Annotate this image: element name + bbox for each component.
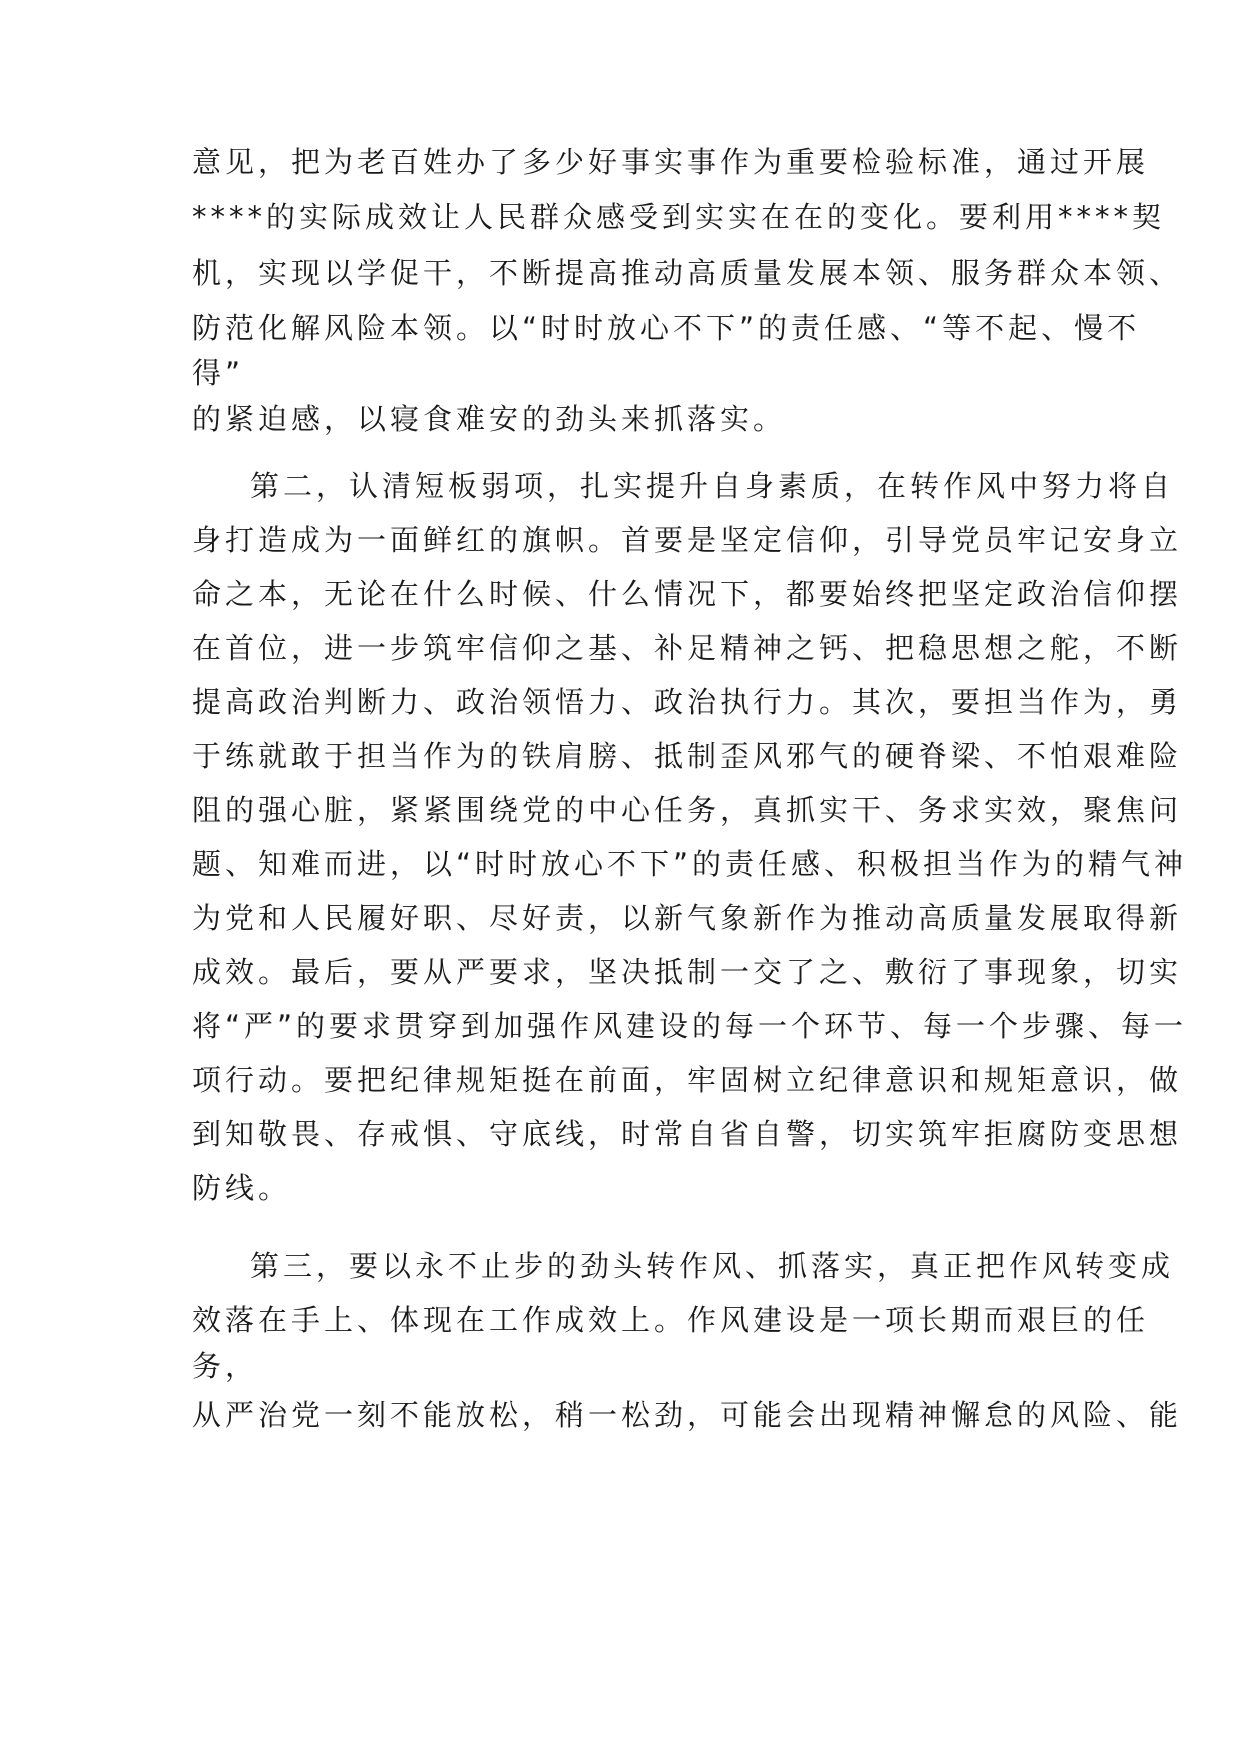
text-line: 得” [192,356,245,390]
text-line: 的紧迫感，以寝食难安的劲头来抓落实。 [192,402,787,436]
paragraph-first-line: 第三，要以永不止步的劲头转作风、抓落实，真正把作风转变成 [250,1249,1175,1283]
text-line: 到知敬畏、存戒惧、守底线，时常自省自警，切实筑牢拒腐防变思想 [192,1117,1183,1151]
paragraph-first-line: 第二，认清短板弱项，扎实提升自身素质，在转作风中努力将自 [250,469,1175,503]
text-line: 于练就敢于担当作为的铁肩膀、抵制歪风邪气的硬脊梁、不怕艰难险 [192,739,1183,773]
text-line: 务， [192,1349,259,1383]
text-line: 效落在手上、体现在工作成效上。作风建设是一项长期而艰巨的任 [192,1303,1150,1337]
text-line: 身打造成为一面鲜红的旗帜。首要是坚定信仰，引导党员牢记安身立 [192,523,1183,557]
text-line: 提高政治判断力、政治领悟力、政治执行力。其次，要担当作为，勇 [192,685,1183,719]
text-line: 防范化解风险本领。以“时时放心不下”的责任感、“等不起、慢不 [192,311,1141,345]
text-line: ****的实际成效让人民群众感受到实实在在的变化。要利用****契 [192,200,1166,234]
text-line: 将“严”的要求贯穿到加强作风建设的每一个环节、每一个步骤、每一 [192,1009,1188,1043]
text-line: 意见，把为老百姓办了多少好事实事作为重要检验标准，通过开展 [192,145,1150,179]
text-line: 项行动。要把纪律规矩挺在前面，牢固树立纪律意识和规矩意识，做 [192,1063,1183,1097]
text-line: 机，实现以学促干，不断提高推动高质量发展本领、服务群众本领、 [192,256,1183,290]
text-line: 从严治党一刻不能放松，稍一松劲，可能会出现精神懈怠的风险、能 [192,1398,1183,1432]
text-line: 阻的强心脏，紧紧围绕党的中心任务，真抓实干、务求实效，聚焦问 [192,793,1183,827]
text-line: 在首位，进一步筑牢信仰之基、补足精神之钙、把稳思想之舵，不断 [192,631,1183,665]
text-line: 命之本，无论在什么时候、什么情况下，都要始终把坚定政治信仰摆 [192,577,1183,611]
text-line: 题、知难而进，以“时时放心不下”的责任感、积极担当作为的精气神 [192,847,1188,881]
text-line: 成效。最后，要从严要求，坚决抵制一交了之、敷衍了事现象，切实 [192,955,1183,989]
text-line: 为党和人民履好职、尽好责，以新气象新作为推动高质量发展取得新 [192,901,1183,935]
text-line: 防线。 [192,1171,292,1205]
